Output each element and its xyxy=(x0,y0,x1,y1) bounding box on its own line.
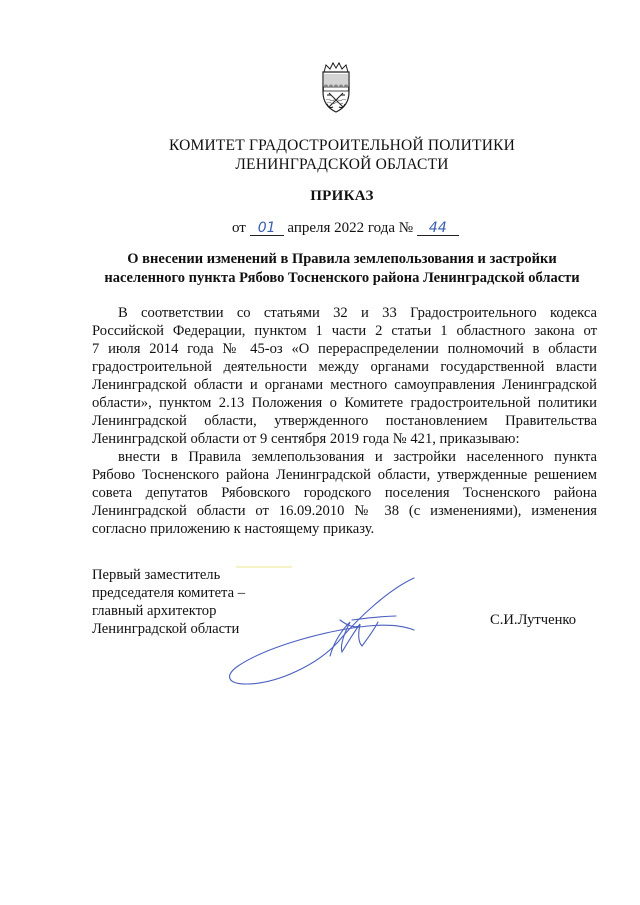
date-middle: апреля 2022 года № xyxy=(287,220,414,236)
order-title: ПРИКАЗ xyxy=(310,188,374,204)
body-line: внести в Правила землепользования и застройки населенного пункта xyxy=(118,449,597,465)
committee-name-line1: КОМИТЕТ ГРАДОСТРОИТЕЛЬНОЙ ПОЛИТИКИ xyxy=(168,137,516,154)
signatory-name: С.И.Лутченко xyxy=(490,612,577,628)
order-date-line xyxy=(232,220,459,237)
subject-line1: О внесении изменений в Правила землепользования и застройки xyxy=(127,251,557,267)
order-day: 01 xyxy=(250,221,284,236)
signatory-position-line: председателя комитета – xyxy=(92,585,246,601)
date-prefix: от xyxy=(232,220,246,236)
body-line: Ленинградской области от 9 сентября 2019 года № 421, приказываю: xyxy=(92,431,520,447)
committee-name-line2: ЛЕНИНГРАДСКОЙ ОБЛАСТИ xyxy=(235,156,449,173)
signatory-position-line: Первый заместитель xyxy=(92,567,221,583)
signatory-position-line: главный архитектор xyxy=(92,603,217,619)
body-line: 7 июля 2014 года № 45-оз «О перераспределении полномочий в области xyxy=(92,341,597,357)
body-line: Ленинградской области и органами местного самоуправления Ленинградской xyxy=(92,377,597,393)
body-line: Ленинградской области, утвержденного постановлением Правительства xyxy=(92,413,597,429)
coat-of-arms-icon xyxy=(319,62,353,114)
body-line: Российской Федерации, пунктом 1 части 2 статьи 1 областного закона от xyxy=(92,323,597,339)
body-line: области», пунктом 2.13 Положения о Комитете градостроительной политики xyxy=(92,395,597,411)
body-line: В соответствии со статьями 32 и 33 Градостроительного кодекса xyxy=(118,305,597,321)
body-line: Рябово Тосненского района Ленинградской области, утвержденные решением xyxy=(92,467,597,483)
signatory-position-line: Ленинградской области xyxy=(92,621,240,637)
body-line: Ленинградской области от 16.09.2010 № 38 (с изменениями), изменения xyxy=(92,503,597,519)
body-line: градостроительной деятельности между органами государственной власти xyxy=(92,359,597,375)
order-number: 44 xyxy=(417,221,459,236)
handwritten-signature xyxy=(218,560,418,692)
body-line: совета депутатов Рябовского городского поселения Тосненского района xyxy=(92,485,597,501)
body-line: согласно приложению к настоящему приказу. xyxy=(92,521,375,537)
subject-line2: населенного пункта Рябово Тосненского района Ленинградской области xyxy=(104,270,580,286)
